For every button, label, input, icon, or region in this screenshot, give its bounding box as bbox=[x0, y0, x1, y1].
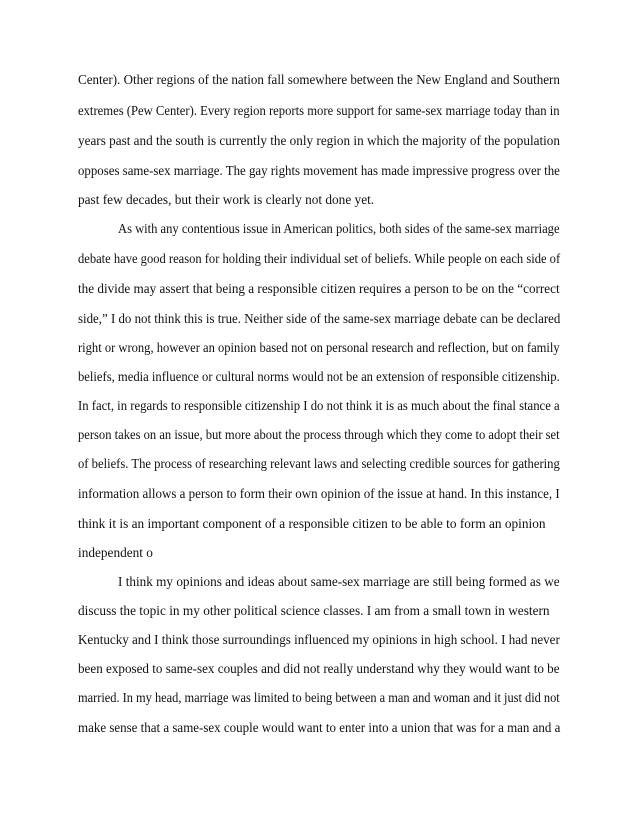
text-line-22: married. In my head, marriage was limited to being between a man and woman and it just did not bbox=[78, 690, 560, 705]
text-line-18: I think my opinions and ideas about same-sex marriage are still being formed as we bbox=[118, 574, 560, 589]
text-line-2: extremes (Pew Center). Every region reports more support for same-sex marriage today than in bbox=[78, 103, 560, 118]
text-line-16: think it is an important component of a responsible citizen to be able to form an opinion bbox=[78, 516, 546, 531]
text-line-3: years past and the south is currently the only region in which the majority of the population bbox=[78, 133, 560, 148]
text-line-8: the divide may assert that being a responsible citizen requires a person to be on the “correct bbox=[78, 281, 560, 296]
text-line-1: Center). Other regions of the nation fall somewhere between the New England and Southern bbox=[78, 72, 560, 87]
text-line-13: person takes on an issue, but more about the process through which they come to adopt their set bbox=[78, 427, 560, 442]
text-line-10: right or wrong, however an opinion based not on personal research and reflection, but on family bbox=[78, 340, 560, 355]
text-line-6: As with any contentious issue in American politics, both sides of the same-sex marriage bbox=[118, 221, 560, 236]
text-line-9: side,” I do not think this is true. Neither side of the same-sex marriage debate can be declared bbox=[78, 311, 561, 326]
text-line-23: make sense that a same-sex couple would want to enter into a union that was for a man and a bbox=[78, 720, 561, 735]
text-line-21: been exposed to same-sex couples and did not really understand why they would want to be bbox=[78, 661, 560, 676]
text-line-7: debate have good reason for holding their individual set of beliefs. While people on each side of bbox=[78, 251, 561, 266]
text-line-14: of beliefs. The process of researching relevant laws and selecting credible sources for gathering bbox=[78, 456, 560, 471]
text-line-17: independent o bbox=[78, 545, 153, 560]
text-line-12: In fact, in regards to responsible citizenship I do not think it is as much about the final stance a bbox=[78, 398, 560, 413]
text-line-20: Kentucky and I think those surroundings influenced my opinions in high school. I had never bbox=[78, 632, 560, 647]
text-line-4: opposes same-sex marriage. The gay rights movement has made impressive progress over the bbox=[78, 163, 560, 178]
text-line-11: beliefs, media influence or cultural norms would not be an extension of responsible citizenship. bbox=[78, 369, 560, 384]
text-line-5: past few decades, but their work is clearly not done yet. bbox=[78, 192, 375, 207]
text-line-15: information allows a person to form their own opinion of the issue at hand. In this instance, I bbox=[78, 486, 560, 501]
text-line-19: discuss the topic in my other political science classes. I am from a small town in western bbox=[78, 603, 550, 618]
